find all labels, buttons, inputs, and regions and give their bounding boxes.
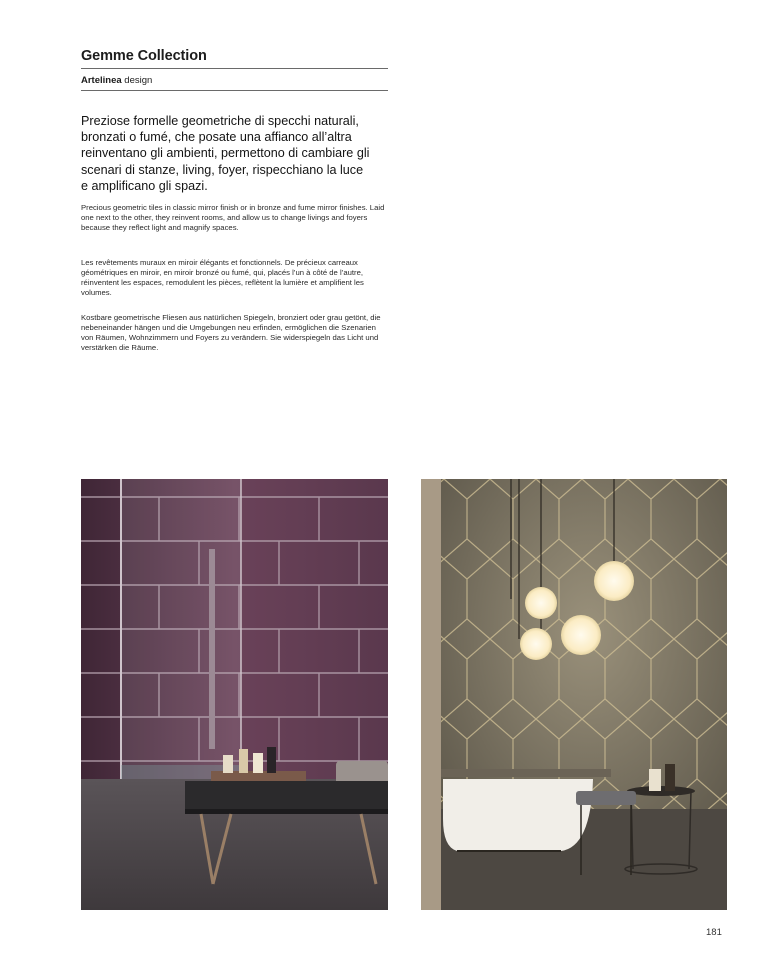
title-divider bbox=[81, 68, 388, 69]
page-number: 181 bbox=[706, 927, 722, 938]
brand-name: Artelinea bbox=[81, 75, 122, 86]
text-french: Les revêtements muraux en miroir élégants et fonctionnels. De précieux carreaux géométriques en miroir, en miroir bronzé ou fumé, qui, placés l’un à côté de l’autre, réinventent les espaces, remodulent les pièces, reflètent la lumière et amplifient les volumes. bbox=[81, 258, 364, 297]
bathroom-photo-purple-tiles bbox=[81, 479, 388, 910]
page-title: Gemme Collection bbox=[81, 48, 207, 64]
credit-divider bbox=[81, 90, 388, 91]
bathroom-photo-hexagon-tiles bbox=[421, 479, 727, 910]
designer-credit bbox=[81, 75, 152, 86]
text-english: Precious geometric tiles in classic mirror finish or in bronze and fume mirror finishes. Laid one next to the other, they reinvent rooms, and allow us to change livings and foyers because they reflect light and magnify spaces. bbox=[81, 203, 385, 232]
intro-text-italian: Preziose formelle geometriche di specchi naturali, bronzati o fumé, che posate una affianco all’altra reinventano gli ambienti, permettono di cambiare gli scenari di stanze, living, foyer, rispecchiano la luce e amplificano gli spazi. bbox=[81, 114, 370, 193]
designer-suffix: design bbox=[124, 75, 153, 86]
text-german: Kostbare geometrische Fliesen aus natürlichen Spiegeln, bronziert oder grau getönt, die nebeneinander hängen und die Umgebungen neu erfinden, ermöglichen die Szenarien von Räumen, Wohnzimmern und Foyers zu verändern. Sie widerspiegeln das Licht und verstärken die Räume. bbox=[81, 313, 381, 352]
